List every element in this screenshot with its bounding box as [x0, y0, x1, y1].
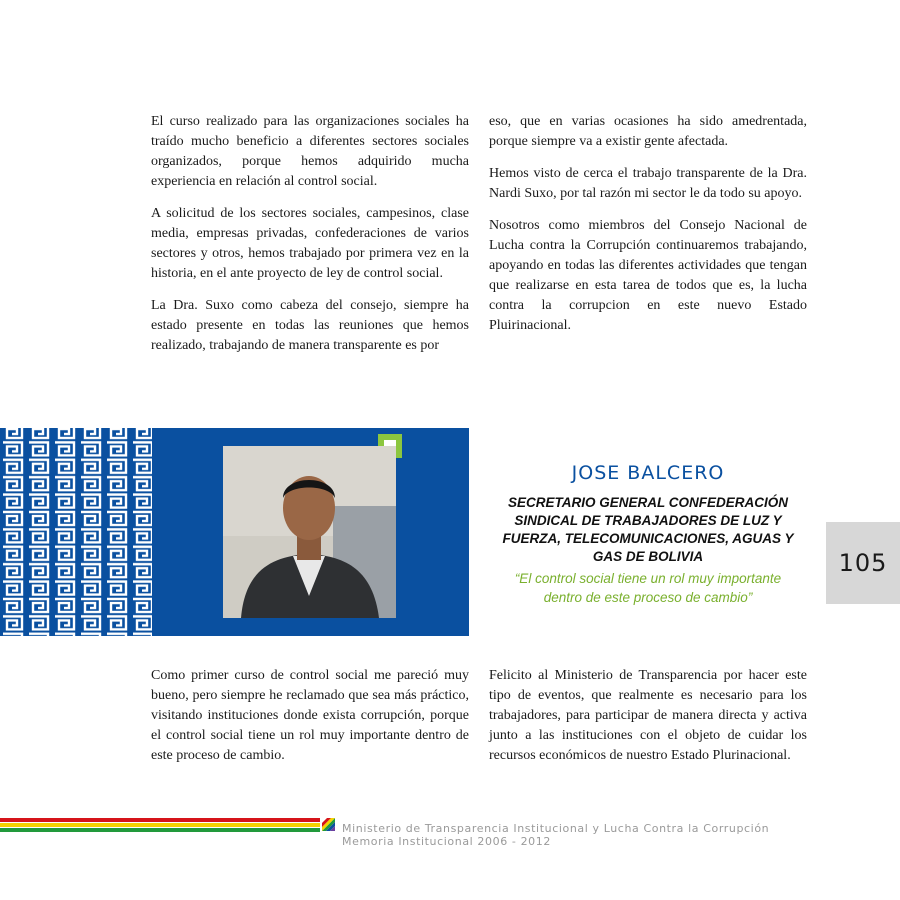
paragraph: Nosotros como miembros del Consejo Nacional de Lucha contra la Corrupción continuaremos trabajando, apoyando en todas las diferentes actividades que tengan que realizarse en esta tarea de todos que es, la lucha contra la corrupcion en este nuevo Estado Pluirinacional. — [489, 218, 807, 333]
bolivian-flag-stripe — [0, 818, 320, 832]
portrait-photo — [223, 446, 396, 618]
person-quote: “El control social tiene un rol muy importante dentro de este proceso de cambio” — [514, 571, 782, 605]
flag-green-stripe — [0, 828, 320, 832]
profile-band — [0, 428, 469, 636]
footer — [342, 822, 769, 848]
person-name: JOSE BALCERO — [571, 462, 725, 484]
footer-line-1: Ministerio de Transparencia Institucional y Lucha Contra la Corrupción — [342, 822, 770, 835]
paragraph: eso, que en varias ocasiones ha sido amedrentada, porque siempre va a existir gente afectada. — [489, 114, 807, 149]
text-column-bottom-left — [151, 666, 469, 778]
portrait-illustration — [223, 446, 396, 618]
text-column-top-left — [151, 112, 469, 368]
page-number-tab — [826, 522, 900, 604]
paragraph: La Dra. Suxo como cabeza del consejo, siempre ha estado presente en todas las reuniones que hemos realizado, trabajando de manera transparente es por — [151, 298, 469, 353]
greek-key-pattern — [0, 428, 152, 636]
person-role: SECRETARIO GENERAL CONFEDERACIÓN SINDICAL DE TRABAJADORES DE LUZ Y FUERZA, TELECOMUNICACIONES, AGUAS Y GAS DE BOLIVIA — [502, 495, 794, 564]
wiphala-icon — [322, 818, 335, 831]
flag-red-stripe — [0, 818, 320, 822]
text-column-bottom-right — [489, 666, 807, 778]
paragraph: Felicito al Ministerio de Transparencia por hacer este tipo de eventos, que realmente es necesario para los trabajadores, para participar de manera directa y activa junto a las instituciones con el objeto de cuidar los recursos económicos de nuestro Estado Plurinacional. — [489, 668, 807, 763]
paragraph: El curso realizado para las organizaciones sociales ha traído mucho beneficio a diferentes sectores sociales organizados, porque hemos adquirido mucha experiencia en relación al control social. — [151, 114, 469, 189]
footer-line-2: Memoria Institucional 2006 - 2012 — [342, 835, 551, 848]
flag-yellow-stripe — [0, 823, 320, 827]
paragraph: Hemos visto de cerca el trabajo transparente de la Dra. Nardi Suxo, por tal razón mi sector le da todo su apoyo. — [489, 166, 807, 201]
paragraph: Como primer curso de control social me pareció muy bueno, pero siempre he reclamado que sea más práctico, visitando instituciones donde exista corrupción, porque el control social tiene un rol muy importante dentro de este proceso de cambio. — [151, 668, 469, 763]
paragraph: A solicitud de los sectores sociales, campesinos, clase media, empresas privadas, confederaciones de varios sectores y otros, hemos trabajado por primera vez en la historia, en el ante proyecto de ley de control social. — [151, 206, 469, 281]
text-column-top-right — [489, 112, 807, 348]
page-number: 105 — [838, 549, 888, 577]
